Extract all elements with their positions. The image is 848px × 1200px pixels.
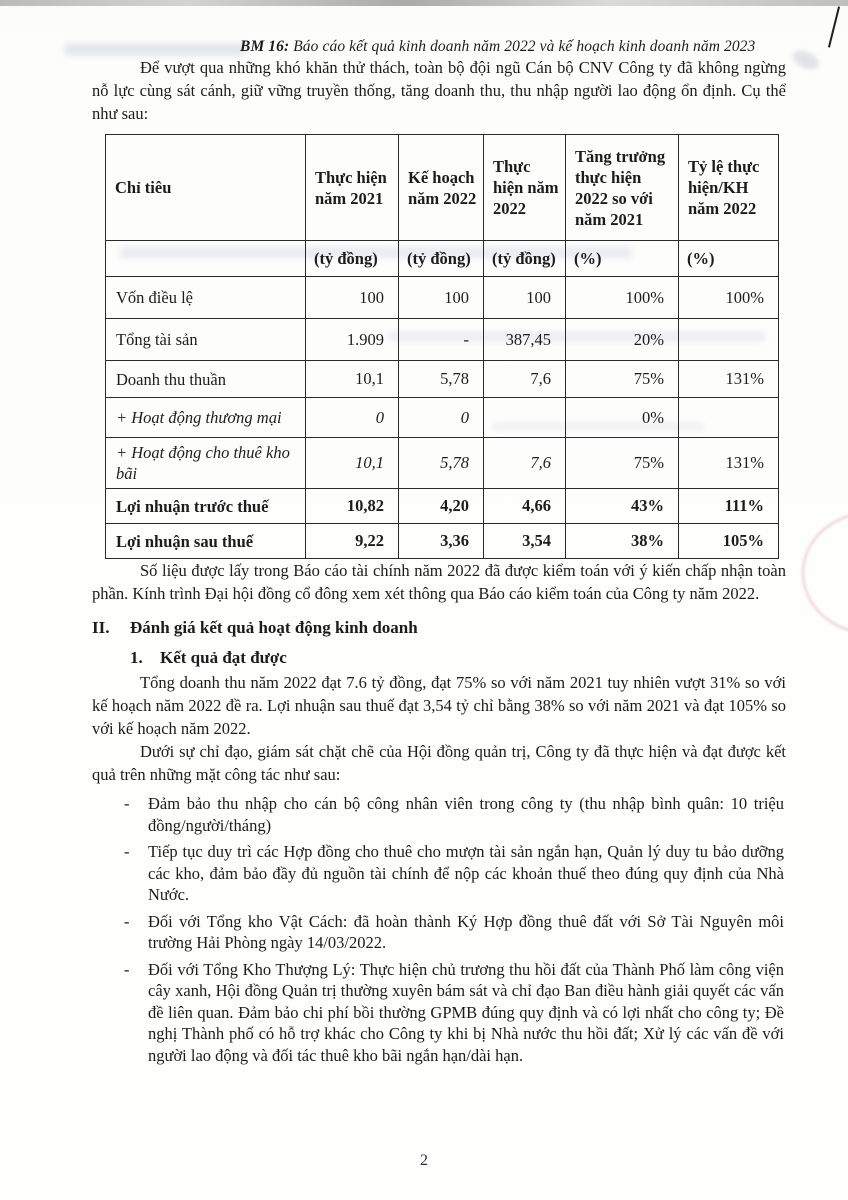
row-value: 38%	[566, 524, 679, 559]
row-value: 100%	[679, 277, 779, 319]
row-label: + Hoạt động thương mại	[106, 398, 306, 438]
table-row	[106, 524, 779, 559]
table-unit-cell: (tỷ đồng)	[306, 241, 399, 277]
table-unit-cell: (%)	[566, 241, 679, 277]
subsection-numeral: 1.	[130, 648, 143, 667]
row-value: 131%	[679, 361, 779, 398]
row-label: Vốn điều lệ	[106, 277, 306, 319]
bullet-item	[92, 793, 786, 836]
table-col-header: Tỷ lệ thực hiện/KH năm 2022	[679, 135, 779, 241]
form-code: BM 16:	[240, 38, 290, 55]
row-value: 131%	[679, 438, 779, 489]
bullet-item	[92, 959, 786, 1067]
row-value: 43%	[566, 489, 679, 524]
intro-paragraph: Để vượt qua những khó khăn thử thách, toàn bộ đội ngũ Cán bộ CNV Công ty đã không ngừng nỗ lực cùng sát cánh, giữ vững truyền thống, tăng doanh thu, thu nhập người lao động ổn định. Cụ thể như sau:	[92, 58, 786, 123]
row-value: 3,54	[484, 524, 566, 559]
bullet-dash: -	[124, 911, 130, 931]
kpi-table	[105, 134, 779, 559]
table-row	[106, 361, 779, 398]
row-value: 75%	[566, 438, 679, 489]
table-unit-cell: (tỷ đồng)	[399, 241, 484, 277]
scan-slash-artifact	[828, 6, 840, 47]
row-value: 100	[484, 277, 566, 319]
bullet-item	[92, 911, 786, 954]
audit-paragraph: Số liệu được lấy trong Báo cáo tài chính năm 2022 đã được kiểm toán với ý kiến chấp nhận toàn phần. Kính trình Đại hội đồng cổ đông xem xét thông qua Báo cáo kiểm toán của Công ty năm 2022.	[92, 561, 786, 603]
row-value: 75%	[566, 361, 679, 398]
row-value: -	[399, 319, 484, 361]
table-unit-cell: (tỷ đồng)	[484, 241, 566, 277]
bullet-dash: -	[124, 794, 130, 813]
row-value: 7,6	[484, 438, 566, 489]
row-label: Tổng tài sản	[106, 319, 306, 361]
table-row	[106, 319, 779, 361]
row-label: + Hoạt động cho thuê kho bãi	[106, 438, 306, 489]
bullet-dash: -	[124, 959, 130, 979]
table-unit-cell: (%)	[679, 241, 779, 277]
stamp-bleedthrough	[802, 512, 848, 634]
row-value: 0%	[566, 398, 679, 438]
row-value: 0	[306, 398, 399, 438]
bullet-text: Đảm bảo thu nhập cho cán bộ công nhân viên trong công ty (thu nhập bình quân: 10 triệu đồng/người/tháng)	[148, 794, 784, 835]
section-title: Đánh giá kết quả hoạt động kinh doanh	[130, 618, 418, 637]
table-col-header: Kế hoạch năm 2022	[399, 135, 484, 241]
subsection-title: Kết quả đạt được	[160, 648, 287, 667]
page-content	[92, 0, 786, 1071]
section-heading-2	[92, 615, 786, 641]
row-value: 10,1	[306, 438, 399, 489]
revenue-paragraph: Tổng doanh thu năm 2022 đạt 7.6 tỷ đồng, đạt 75% so với năm 2021 tuy nhiên vượt 31% so với kế hoạch năm 2022 đề ra. Lợi nhuận sau thuế đạt 3,54 tỷ chỉ bằng 38% so với năm 2021 và đạt 105% so với kế hoạch năm 2022.	[92, 673, 786, 738]
form-header-note	[240, 38, 786, 56]
row-value: 10,1	[306, 361, 399, 398]
scan-smudge-artifact	[790, 47, 822, 73]
bullet-text: Đối với Tổng Kho Thượng Lý: Thực hiện chủ trương thu hồi đất của Thành Phố làm công viện cây xanh, Hội đồng Quản trị thường xuyên bám sát và chỉ đạo Ban điều hành giải quyết các vấn đề liên quan. Đảm bảo chi phí bồi thường GPMB đúng quy định và có lợi nhất cho công ty; Đề nghị Thành phố có hỗ trợ khác cho Công ty khi bị Nhà nước thu hồi đất; Xử lý các vấn đề với người lao động và đối tác thuê kho bãi ngắn hạn/dài hạn.	[148, 959, 784, 1065]
table-row	[106, 398, 779, 438]
bullet-dash: -	[124, 842, 130, 861]
row-value: 4,66	[484, 489, 566, 524]
table-col-header: Thực hiện năm 2022	[484, 135, 566, 241]
row-value: 5,78	[399, 438, 484, 489]
table-col-header: Chỉ tiêu	[106, 135, 306, 241]
row-value: 5,78	[399, 361, 484, 398]
bullet-text: Đối với Tổng kho Vật Cách: đã hoàn thành Ký Hợp đồng thuê đất với Sở Tài Nguyên môi trường Hải Phòng ngày 14/03/2022.	[148, 911, 784, 952]
row-value: 20%	[566, 319, 679, 361]
row-value: 10,82	[306, 489, 399, 524]
row-value: 7,6	[484, 361, 566, 398]
table-unit-cell	[106, 241, 306, 277]
row-value	[484, 398, 566, 438]
row-value: 1.909	[306, 319, 399, 361]
row-value: 100%	[566, 277, 679, 319]
table-row	[106, 438, 779, 489]
row-label: Lợi nhuận sau thuế	[106, 524, 306, 559]
row-value: 100	[306, 277, 399, 319]
table-col-header: Thực hiện năm 2021	[306, 135, 399, 241]
page-number: 2	[420, 1152, 428, 1169]
section-numeral: II.	[92, 618, 110, 637]
row-value: 100	[399, 277, 484, 319]
row-value	[679, 398, 779, 438]
bullet-text: Tiếp tục duy trì các Hợp đồng cho thuê cho mượn tài sản ngắn hạn, Quản lý duy tu bảo dưỡng các kho, đảm bảo đầy đủ nguồn tài chính để nộp các khoản thuế theo đúng quy định của Nhà Nước.	[148, 842, 784, 904]
row-label: Doanh thu thuần	[106, 361, 306, 398]
row-value: 111%	[679, 489, 779, 524]
row-value: 9,22	[306, 524, 399, 559]
row-value: 387,45	[484, 319, 566, 361]
row-value: 3,36	[399, 524, 484, 559]
bullet-item	[92, 841, 786, 906]
direction-paragraph: Dưới sự chỉ đạo, giám sát chặt chẽ của Hội đồng quản trị, Công ty đã thực hiện và đạt được kết quả trên những mặt công tác như sau:	[92, 742, 786, 784]
bullet-list	[92, 793, 786, 1066]
form-title: Báo cáo kết quả kinh doanh năm 2022 và kế hoạch kinh doanh năm 2023	[289, 38, 756, 55]
row-value: 0	[399, 398, 484, 438]
subsection-heading-1	[130, 645, 786, 671]
row-value: 105%	[679, 524, 779, 559]
table-row	[106, 277, 779, 319]
row-value: 4,20	[399, 489, 484, 524]
row-label: Lợi nhuận trước thuế	[106, 489, 306, 524]
table-row	[106, 489, 779, 524]
row-value	[679, 319, 779, 361]
table-col-header: Tăng trưởng thực hiện 2022 so với năm 2021	[566, 135, 679, 241]
